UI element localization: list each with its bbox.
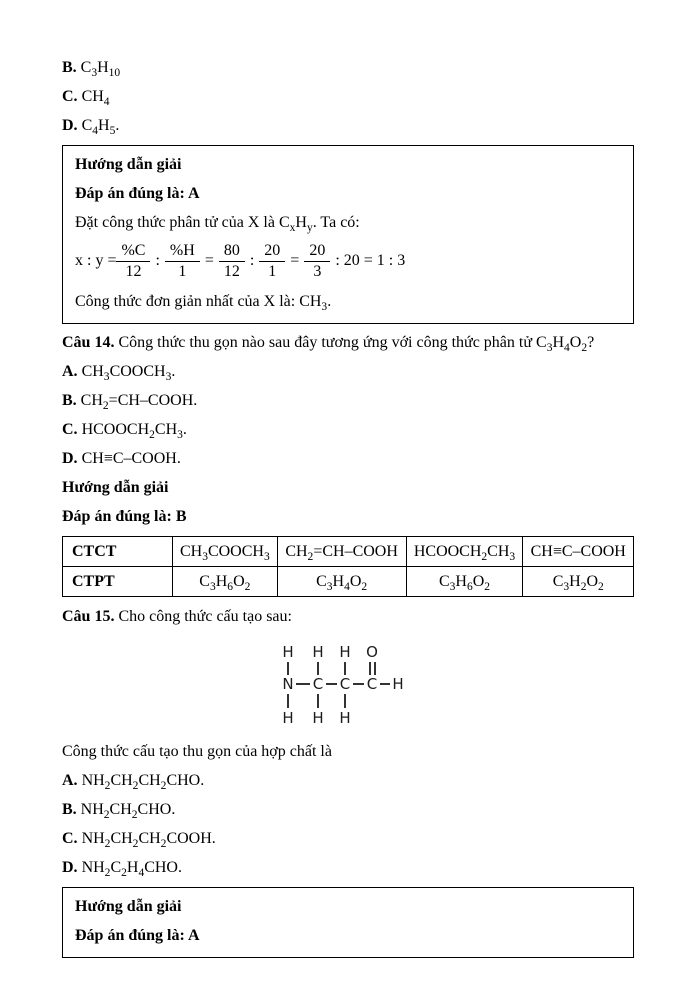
table-cell: $C_3H_6O_2$ bbox=[173, 567, 278, 597]
option-formula: $NH_2CH_2CH_2CHO$. bbox=[81, 772, 205, 793]
solution-conclusion: Công thức đơn giản nhất của X là: $CH_3$. bbox=[75, 293, 332, 314]
operator: = bbox=[204, 252, 214, 270]
question-number: Câu 14. bbox=[62, 334, 115, 352]
bond-line bbox=[344, 662, 346, 675]
bond-line bbox=[317, 694, 319, 708]
double-bond-line bbox=[374, 662, 376, 675]
bond-line bbox=[326, 683, 337, 685]
option-13-b bbox=[62, 58, 634, 78]
option-formula: $CH_2=CH$–COOH. bbox=[80, 392, 198, 413]
bond-line bbox=[317, 662, 319, 675]
option-letter: C. bbox=[62, 88, 78, 105]
solution-heading: Hướng dẫn giải bbox=[75, 156, 182, 173]
option-letter: C. bbox=[62, 830, 78, 848]
fraction: $\frac{\%C}{12}$ bbox=[116, 242, 150, 280]
option-letter: D. bbox=[62, 117, 78, 134]
atom-C: C bbox=[312, 675, 324, 694]
atom-O: O bbox=[366, 643, 378, 662]
operator: = bbox=[290, 252, 300, 270]
option-formula: $NH_2CH_2CH_2COOH$. bbox=[81, 830, 216, 851]
question-14-title bbox=[62, 333, 634, 353]
atom-H: H bbox=[282, 709, 294, 728]
option-letter: B. bbox=[62, 392, 77, 410]
option-formula: $CH_4$ bbox=[81, 88, 110, 109]
equation-tail: : 20 = 1 : 3 bbox=[335, 252, 406, 270]
solution-setup: Đặt công thức phân tử của X là $C_xH_y$. Ta có: bbox=[75, 214, 360, 235]
correct-answer-q14: Đáp án đúng là: B bbox=[62, 508, 187, 526]
option-letter: D. bbox=[62, 450, 78, 468]
table-cell: $CH_3COOCH_3$ bbox=[173, 537, 278, 567]
row-header-ctct: CTCT bbox=[63, 537, 173, 567]
question-text: Cho công thức cấu tạo sau: bbox=[118, 608, 292, 626]
question-number: Câu 15. bbox=[62, 608, 115, 626]
correct-answer: Đáp án đúng là: A bbox=[75, 185, 200, 202]
atom-H: H bbox=[312, 643, 324, 662]
row-header-ctpt: CTPT bbox=[63, 567, 173, 597]
option-formula: $NH_2C_2H_4CHO$. bbox=[81, 859, 182, 880]
atom-C: C bbox=[366, 675, 378, 694]
question-15-prompt: Công thức cấu tạo thu gọn của hợp chất là bbox=[62, 743, 332, 761]
table-cell: $C_3H_2O_2$ bbox=[523, 567, 634, 597]
option-formula: CH≡C–COOH. bbox=[81, 450, 181, 468]
table-row-ctpt bbox=[63, 567, 634, 597]
solution-heading: Hướng dẫn giải bbox=[75, 898, 182, 916]
option-letter: A. bbox=[62, 363, 78, 381]
fraction: $\frac{20}{3}$ bbox=[304, 242, 330, 280]
fraction: $\frac{\%H}{1}$ bbox=[165, 242, 200, 280]
option-formula: $NH_2CH_2CHO$. bbox=[80, 801, 176, 822]
option-13-c bbox=[62, 87, 634, 107]
atom-H: H bbox=[312, 709, 324, 728]
option-formula: $C_3H_{10}$ bbox=[80, 59, 121, 80]
option-15-b bbox=[62, 800, 634, 820]
option-15-d bbox=[62, 858, 634, 878]
atom-H: H bbox=[339, 709, 351, 728]
fraction: $\frac{20}{1}$ bbox=[259, 242, 285, 280]
bond-line bbox=[296, 683, 310, 685]
correct-answer: Đáp án đúng là: A bbox=[75, 927, 200, 945]
solution-heading-q14: Hướng dẫn giải bbox=[62, 479, 169, 497]
fraction: $\frac{80}{12}$ bbox=[219, 242, 245, 280]
operator: : bbox=[155, 252, 160, 270]
operator: : bbox=[249, 252, 255, 270]
table-cell: $C_3H_4O_2$ bbox=[277, 567, 406, 597]
table-cell: $HCOOCH_2CH_3$ bbox=[406, 537, 523, 567]
option-14-d bbox=[62, 449, 634, 469]
option-15-a bbox=[62, 771, 634, 791]
option-14-c bbox=[62, 420, 634, 440]
option-letter: B. bbox=[62, 801, 77, 819]
bond-line bbox=[344, 694, 346, 708]
solution-box-q13 bbox=[62, 145, 634, 324]
question-15-title bbox=[62, 607, 634, 627]
option-14-a bbox=[62, 362, 634, 382]
atom-H: H bbox=[339, 643, 351, 662]
mole-ratio-equation bbox=[75, 242, 621, 280]
atom-H: H bbox=[282, 643, 294, 662]
table-cell: $CH_2=CH$–COOH bbox=[277, 537, 406, 567]
option-letter: A. bbox=[62, 772, 78, 790]
ctct-ctpt-table bbox=[62, 536, 634, 597]
question-text: Công thức thu gọn nào sau đây tương ứng với công thức phân tử $C_3H_4O_2$? bbox=[118, 334, 595, 355]
equation-lead: x : y = bbox=[75, 252, 117, 270]
table-row-ctct bbox=[63, 537, 634, 567]
atom-C: C bbox=[339, 675, 351, 694]
structural-formula-diagram bbox=[278, 636, 418, 732]
double-bond-line bbox=[369, 662, 371, 675]
option-formula: $CH_3COOCH_3$. bbox=[81, 363, 176, 384]
option-letter: C. bbox=[62, 421, 78, 439]
option-14-b bbox=[62, 391, 634, 411]
bond-line bbox=[287, 694, 289, 708]
atom-H: H bbox=[392, 675, 404, 694]
option-formula: $HCOOCH_2CH_3$. bbox=[81, 421, 187, 442]
option-15-c bbox=[62, 829, 634, 849]
option-formula: $C_4H_5$. bbox=[81, 117, 120, 138]
table-cell: CH≡C–COOH bbox=[523, 537, 634, 567]
bond-line bbox=[353, 683, 364, 685]
option-13-d bbox=[62, 116, 634, 136]
solution-box-q15 bbox=[62, 887, 634, 958]
option-letter: B. bbox=[62, 59, 77, 76]
table-cell: $C_3H_6O_2$ bbox=[406, 567, 523, 597]
option-letter: D. bbox=[62, 859, 78, 877]
atom-N: N bbox=[282, 675, 294, 694]
bond-line bbox=[380, 683, 390, 685]
bond-line bbox=[287, 662, 289, 675]
